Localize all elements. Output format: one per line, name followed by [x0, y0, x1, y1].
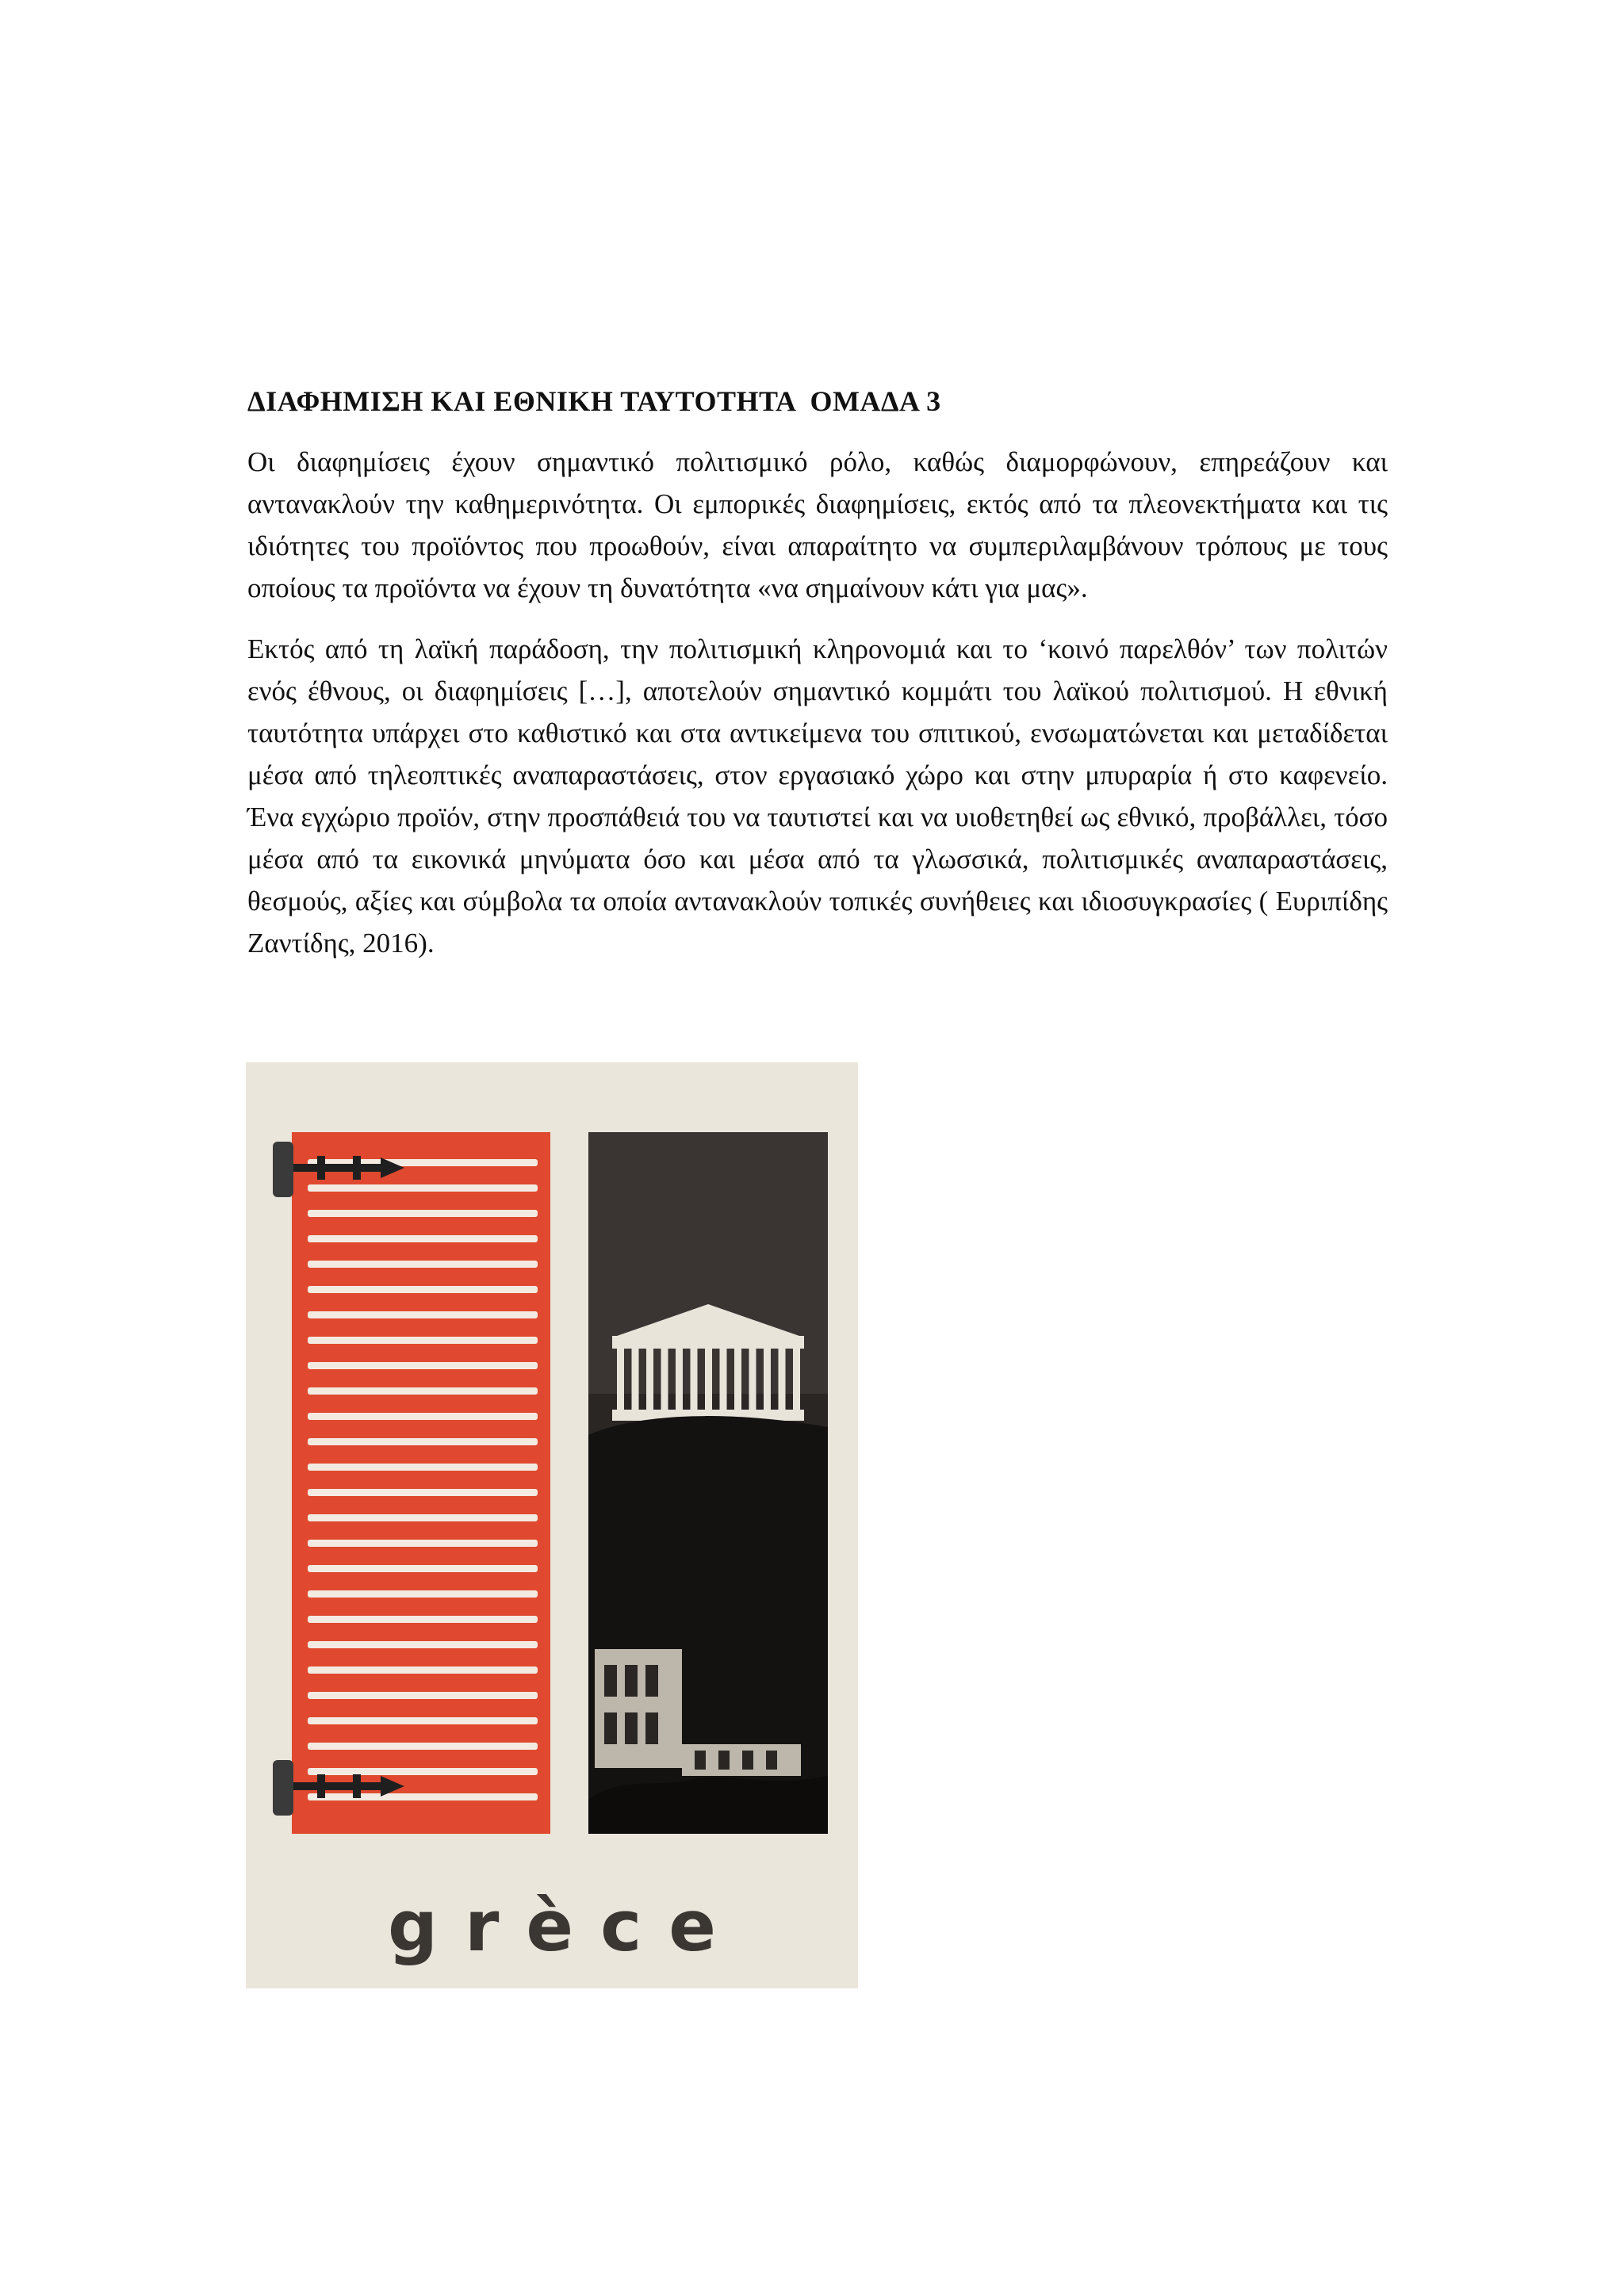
document-body	[247, 384, 1388, 983]
paragraph-2: Εκτός από τη λαϊκή παράδοση, την πολιτισμική κληρονομιά και το ‘κοινό παρελθόν’ των πολιτών ενός έθνους, οι διαφημίσεις […], αποτελούν σημαντικό κομμάτι του λαϊκού πολιτισμού. Η εθνική ταυτότητα υπάρχει στο καθιστικό και στα αντικείμενα του σπιτικού, ενσωματώνεται και μεταδίδεται μέσα από τηλεοπτικές αναπαραστάσεις, στον εργασιακό χώρο και στην μπυραρία ή στο καφενείο. Ένα εγχώριο προϊόν, στην προσπάθειά του να ταυτιστεί και να υιοθετηθεί ως εθνικό, προβάλλει, τόσο μέσα από τα εικονικά μηνύματα όσο και μέσα από τα γλωσσικά, πολιτισμικές αναπαραστάσεις, θεσμούς, αξίες και σύμβολα τα οποία αντανακλούν τοπικές συνήθειες και ιδιοσυγκρασίες ( Ευριπίδης Ζαντίδης, 2016).	[247, 633, 1388, 959]
document-title: ΔΙΑΦΗΜΙΣΗ ΚΑΙ ΕΘΝΙΚΗ ΤΑΥΤΟΤΗΤΑ ΟΜΑΔΑ 3	[247, 385, 941, 417]
grece-travel-poster	[246, 1062, 858, 1988]
poster-word-grece: grèce	[388, 1885, 743, 1967]
acropolis-photo	[588, 1132, 828, 1834]
poster-illustration	[246, 1062, 858, 1988]
paragraph-1: Οι διαφημίσεις έχουν σημαντικό πολιτισμικό ρόλο, καθώς διαμορφώνουν, επηρεάζουν και αντανακλούν την καθημερινότητα. Οι εμπορικές διαφημίσεις, εκτός από τα πλεονεκτήματα και τις ιδιότητες του προϊόντος που προωθούν, είναι απαραίτητο να συμπεριλαμβάνουν τρόπους με τους οποίους τα προϊόντα να έχουν τη δυνατότητα «να σημαίνουν κάτι για μας».	[247, 446, 1388, 603]
red-shutter	[292, 1132, 550, 1834]
